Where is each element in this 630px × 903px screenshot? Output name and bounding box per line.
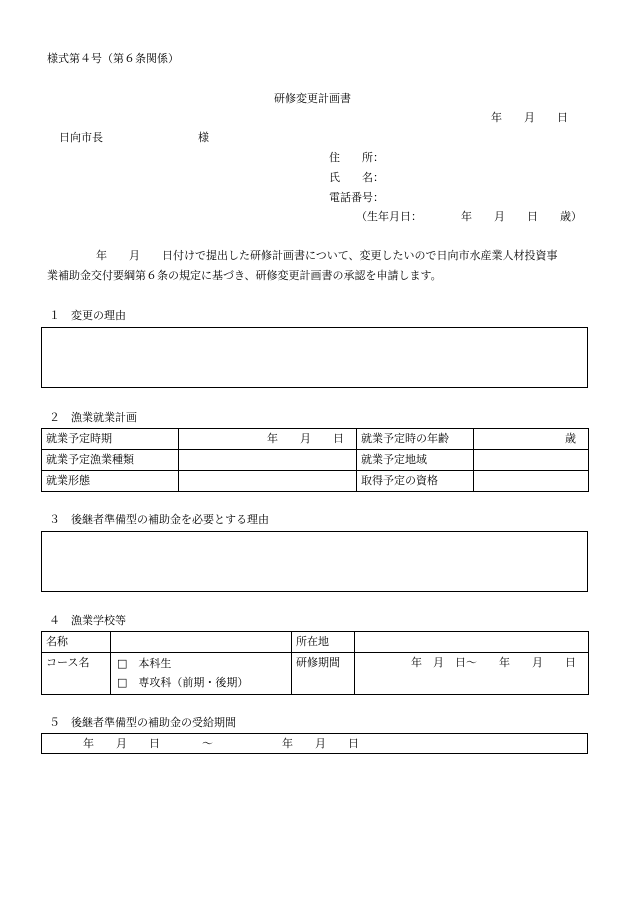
employment-area-value[interactable] [474, 450, 589, 471]
school-name-value[interactable] [111, 632, 292, 653]
fishery-type-label: 就業予定漁業種類 [42, 450, 179, 471]
employment-age-label: 就業予定時の年齢 [357, 429, 474, 450]
change-reason-box[interactable] [41, 327, 588, 388]
receipt-tilde: ～ [202, 737, 213, 750]
birthdate-units: 年 月 日 歳） [461, 210, 582, 223]
address-label: 住 所： [329, 151, 384, 164]
body-line-1: 年 月 日付けで提出した研修計画書について、変更したいので日向市水産業人材投資事 [96, 249, 558, 262]
employment-form-value[interactable] [179, 471, 357, 492]
course-option-regular[interactable]: □ 本科生 [117, 657, 172, 670]
fishery-type-value[interactable] [179, 450, 357, 471]
school-location-label: 所在地 [292, 632, 355, 653]
employment-form-label: 就業形態 [42, 471, 179, 492]
table-row [42, 632, 589, 653]
date-line: 年 月 日 [491, 111, 568, 124]
section2-heading: ２ 漁業就業計画 [49, 411, 137, 424]
phone-label: 電話番号： [329, 191, 384, 204]
qualification-label: 取得予定の資格 [357, 471, 474, 492]
employment-start-value[interactable]: 年 月 日 [179, 429, 357, 450]
employment-plan-table [41, 428, 589, 492]
course-options [111, 653, 292, 695]
section5-heading: ５ 後継者準備型の補助金の受給期間 [49, 716, 236, 729]
training-period-label: 研修期間 [292, 653, 355, 695]
employment-age-value[interactable]: 歳 [474, 429, 589, 450]
addressee-name: 日向市長 [59, 131, 103, 144]
school-location-value[interactable] [355, 632, 589, 653]
table-row [42, 653, 589, 695]
course-name-label: コース名 [42, 653, 111, 695]
receipt-start-date: 年 月 日 [83, 737, 160, 750]
section4-heading: ４ 漁業学校等 [49, 614, 126, 627]
employment-start-label: 就業予定時期 [42, 429, 179, 450]
school-name-label: 名称 [42, 632, 111, 653]
receipt-end-date: 年 月 日 [282, 737, 359, 750]
fishery-school-table [41, 631, 589, 695]
subsidy-reason-box[interactable] [41, 531, 588, 592]
table-row [42, 450, 589, 471]
document-title: 研修変更計画書 [274, 92, 351, 105]
table-row [42, 429, 589, 450]
course-option-advanced[interactable]: □ 専攻科（前期・後期） [117, 676, 249, 689]
body-line-2: 業補助金交付要綱第６条の規定に基づき、研修変更計画書の承認を申請します。 [47, 269, 442, 282]
form-number: 様式第４号（第６条関係） [47, 52, 179, 65]
addressee-honorific: 様 [198, 131, 209, 144]
section1-heading: １ 変更の理由 [49, 309, 126, 322]
receipt-period-box[interactable] [41, 733, 588, 754]
name-label: 氏 名： [329, 171, 384, 184]
table-row [42, 471, 589, 492]
birthdate-label: （生年月日： [356, 210, 422, 223]
qualification-value[interactable] [474, 471, 589, 492]
section3-heading: ３ 後継者準備型の補助金を必要とする理由 [49, 513, 269, 526]
employment-area-label: 就業予定地域 [357, 450, 474, 471]
training-period-value[interactable]: 年 月 日～ 年 月 日 [355, 653, 589, 695]
